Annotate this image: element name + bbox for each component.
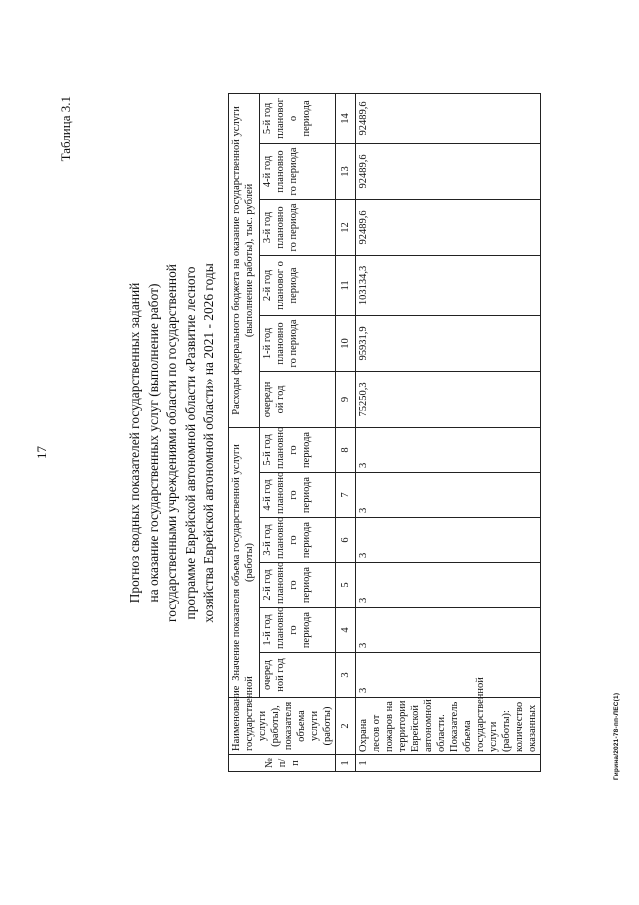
subheader-cell: 5-й год плановно го периода	[260, 427, 336, 472]
column-number-row	[336, 93, 356, 771]
service-name: Охрана лесов от пожаров на территории Еврейской автономной области. Показатель объема государственной услуги (работы): количество оказанных	[356, 698, 541, 755]
side-document-code: Гирина/2021-78-пп-ЛЕС(1)	[613, 692, 620, 780]
subheader-cell: очередн ой год	[260, 371, 336, 427]
subheader-cell: 2-й год плановно го периода	[260, 563, 336, 608]
subheader-cell: 4-й год плановно го периода	[260, 143, 336, 199]
column-number: 11	[336, 255, 356, 315]
column-number: 4	[336, 608, 356, 653]
column-number: 5	[336, 563, 356, 608]
budget-value: 92489,6	[356, 199, 541, 255]
volume-value: 3	[356, 518, 541, 563]
subheader-cell: 1-й год плановно го периода	[260, 608, 336, 653]
column-number: 9	[336, 371, 356, 427]
header-cell: Значение показателя объема государственной услуги (работы)	[229, 427, 260, 697]
column-number: 7	[336, 473, 356, 518]
column-number: 10	[336, 315, 356, 371]
volume-value: 3	[356, 608, 541, 653]
table-row	[356, 93, 541, 771]
column-number: 12	[336, 199, 356, 255]
budget-value: 92489,6	[356, 93, 541, 143]
subheader-cell: 3-й год плановно го периода	[260, 518, 336, 563]
subheader-cell: 1-й год плановно го периода	[260, 315, 336, 371]
budget-value: 92489,6	[356, 143, 541, 199]
column-number: 14	[336, 93, 356, 143]
heading-line: Прогноз сводных показателей государственных заданий	[127, 282, 142, 604]
column-number: 8	[336, 427, 356, 472]
column-number: 13	[336, 143, 356, 199]
volume-value: 3	[356, 427, 541, 472]
document-heading	[126, 143, 219, 743]
subheader-cell: 5-й год плановог о периода	[260, 93, 336, 143]
budget-value: 103134,3	[356, 255, 541, 315]
budget-value: 95931,9	[356, 315, 541, 371]
row-number: 1	[356, 755, 541, 772]
page-number: 17	[34, 446, 49, 459]
subheader-row	[260, 93, 336, 771]
summary-table	[228, 93, 541, 772]
heading-line: программе Еврейской автономной области «Развитие лесного	[182, 266, 198, 620]
volume-value: 3	[356, 563, 541, 608]
subheader-cell: очеред ной год	[260, 653, 336, 698]
header-cell: Расходы федерального бюджета на оказание государственной услуги (выполнение работы), тыс. рублей	[229, 93, 260, 427]
column-number: 2	[336, 698, 356, 755]
table-caption: Таблица 3.1	[58, 96, 73, 162]
volume-value: 3	[356, 473, 541, 518]
header-cell: Наименование государственной услуги (работы), показателя объема услуги (работы)	[229, 698, 336, 755]
subheader-cell: 3-й год плановно го периода	[260, 199, 336, 255]
subheader-cell: 4-й год плановно го периода	[260, 473, 336, 518]
heading-line: на оказание государственных услуг (выполнение работ)	[145, 283, 161, 603]
budget-value: 75250,3	[356, 371, 541, 427]
header-row	[229, 93, 260, 771]
column-number: 6	[336, 518, 356, 563]
heading-line: хозяйства Еврейской автономной области» на 2021 - 2026 годы	[201, 263, 217, 623]
column-number: 1	[336, 755, 356, 772]
subheader-cell: 2-й год плановог о периода	[260, 255, 336, 315]
volume-value: 3	[356, 653, 541, 698]
heading-line: государственными учреждениями области по государственной	[164, 264, 180, 622]
column-number: 3	[336, 653, 356, 698]
header-cell: № п/п	[229, 755, 336, 772]
